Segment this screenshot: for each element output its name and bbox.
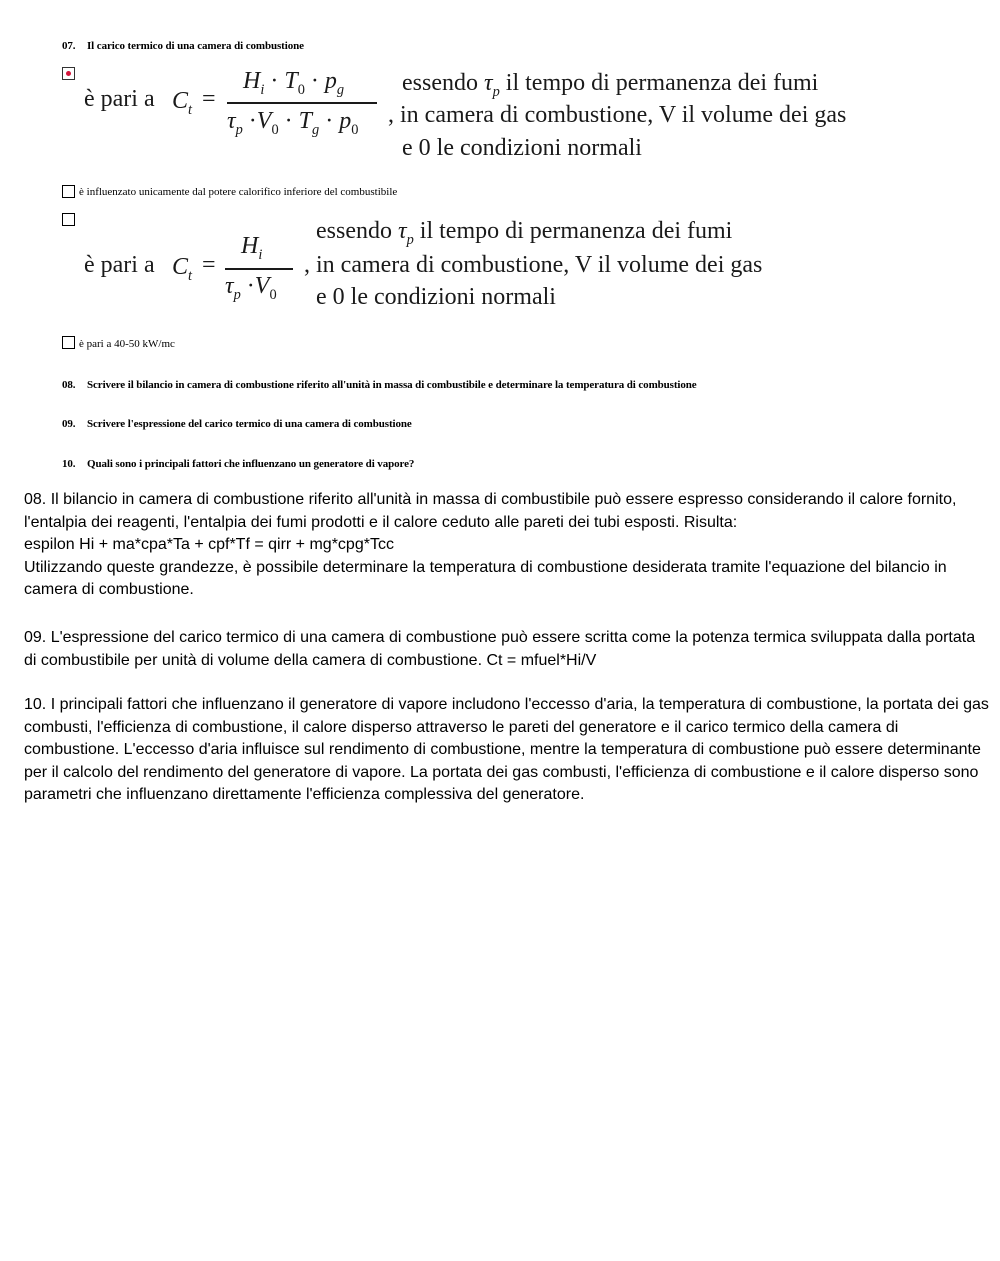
answer-09-paragraph: 09. L'espressione del carico termico di una camera di combustione può essere scritta come la potenza termica sviluppata dalla portata di combustibile per unità di volume della camera di combustione. Ct = mfuel*Hi/V [24, 629, 976, 669]
formula-note-line1: essendo $\tau_p$ il tempo di permanenza dei fumi [316, 218, 733, 248]
question-09-heading [62, 418, 412, 430]
answer-08-conclusion: Utilizzando queste grandezze, è possibile determinare la temperatura di combustione desiderata tramite l'equazione del bilancio in camera di combustione. [24, 558, 947, 599]
answer-08-paragraph: 08. Il bilancio in camera di combustione riferito all'unità in massa di combustibile può essere espresso considerando il calore fornito, l'entalpia dei reagenti, l'entalpia dei fumi prodotti e il calore ceduto alle pareti dei tubi esposti. Risulta: [24, 491, 957, 531]
formula-note-line2: , in camera di combustione, V il volume dei gas [304, 252, 763, 278]
question-08-heading [62, 379, 697, 391]
question-10-heading [62, 458, 414, 470]
question-text: Scrivere l'espressione del carico termico di una camera di combustione [87, 418, 412, 430]
fraction-bar [225, 268, 293, 270]
question-07-heading [62, 40, 304, 52]
question-number: 07. [62, 40, 76, 52]
question-text: Scrivere il bilancio in camera di combustione riferito all'unità in massa di combustibile e determinare la temperatura di combustione [87, 379, 697, 391]
formula-note-line1: essendo $\tau_p$ il tempo di permanenza dei fumi [402, 70, 819, 100]
formula-ct: $C_t$ [172, 254, 193, 284]
fraction-denominator: $\tau_p \cdot V_0$ [225, 273, 277, 303]
answer-08 [24, 489, 990, 602]
fraction-denominator: $\tau_p \cdot V_0 \cdot T_g \cdot p_0$ [227, 108, 359, 138]
option-1-checkbox[interactable] [62, 67, 75, 80]
formula-note-line3: e 0 le condizioni normali [316, 284, 556, 310]
formula-fraction [225, 228, 295, 318]
option-3-checkbox[interactable] [62, 213, 75, 226]
option-2-text: è influenzato unicamente dal potere calorifico inferiore del combustibile [79, 186, 398, 198]
option-3-formula [84, 218, 824, 318]
option-2-checkbox[interactable] [62, 185, 75, 198]
option-4-checkbox[interactable] [62, 336, 75, 349]
answer-09 [24, 627, 990, 672]
formula-lhs: è pari a [84, 86, 155, 112]
answer-10-paragraph: 10. I principali fattori che influenzano il generatore di vapore includono l'eccesso d'aria, la temperatura di combustione, la portata dei gas combusti, l'efficienza di combustione, il calore disperso attraverso le pareti del generatore e il carico termico della camera di combustione. L'eccesso d'aria influisce sul rendimento di combustione, mentre la temperatura di combustione può essere determinante per il calcolo del rendimento del generatore di vapore. La portata dei gas combusti, l'efficienza di combustione e il calore disperso sono parametri che influenzano direttamente l'efficienza complessiva del generatore. [24, 696, 989, 804]
answer-08-equation: espilon Hi + ma*cpa*Ta + cpf*Tf = qirr + mg*cpg*Tcc [24, 536, 394, 554]
fraction-bar [227, 102, 377, 104]
formula-ct: $C_t$ [172, 88, 193, 118]
question-number: 09. [62, 418, 76, 430]
formula-equals: = [202, 252, 216, 278]
formula-fraction [227, 62, 377, 162]
option-4-text: è pari a 40-50 kW/mc [79, 338, 175, 350]
formula-lhs: è pari a [84, 252, 155, 278]
fraction-numerator: $H_i \cdot T_0 \cdot p_g$ [243, 68, 345, 98]
question-number: 08. [62, 379, 76, 391]
question-text: Il carico termico di una camera di combustione [87, 40, 304, 52]
answer-10 [24, 694, 990, 807]
formula-note-line2: , in camera di combustione, V il volume dei gas [388, 102, 847, 128]
question-number: 10. [62, 458, 76, 470]
question-text: Quali sono i principali fattori che influenzano un generatore di vapore? [87, 458, 415, 470]
formula-equals: = [202, 86, 216, 112]
option-1-formula [84, 62, 904, 172]
formula-note-line3: e 0 le condizioni normali [402, 135, 642, 161]
fraction-numerator: $H_i$ [241, 233, 263, 263]
